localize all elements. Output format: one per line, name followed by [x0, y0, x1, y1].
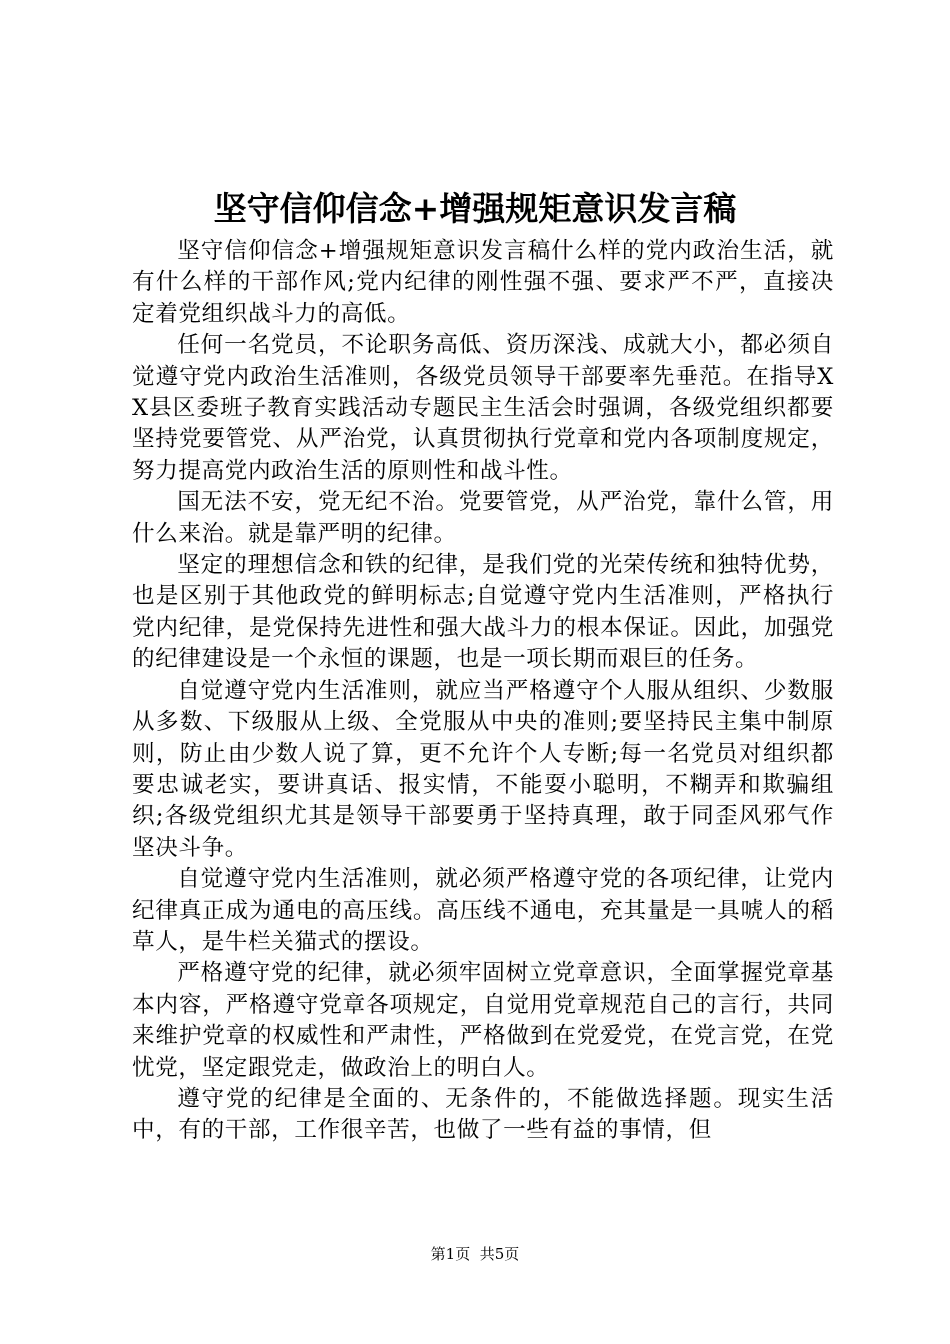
paragraph: 任何一名党员，不论职务高低、资历深浅、成就大小，都必须自觉遵守党内政治生活准则，各级党员领导干部要率先垂范。在指导XX县区委班子教育实践活动专题民主生活会时强调，各级党组织都要坚持党要管党、从严治党，认真贯彻执行党章和党内各项制度规定，努力提高党内政治生活的原则性和战斗性。 — [132, 332, 834, 484]
paragraph: 坚守信仰信念+增强规矩意识发言稿什么样的党内政治生活，就有什么样的干部作风;党内纪律的刚性强不强、要求严不严，直接决定着党组织战斗力的高低。 — [132, 238, 834, 327]
footer-gap — [470, 1245, 480, 1263]
paragraph: 坚定的理想信念和铁的纪律，是我们党的光荣传统和独特优势，也是区别于其他政党的鲜明标志;自觉遵守党内生活准则，严格执行党内纪律，是党保持先进性和强大战斗力的根本保证。因此，加强党的纪律建设是一个永恒的课题，也是一项长期而艰巨的任务。 — [132, 552, 834, 673]
document-title: 坚守信仰信念+增强规矩意识发言稿 — [213, 189, 737, 228]
page-number: 第1页 — [430, 1245, 471, 1263]
page-total: 共5页 — [479, 1245, 520, 1263]
document-body — [132, 236, 834, 1147]
paragraph: 自觉遵守党内生活准则，就必须严格遵守党的各项纪律，让党内纪律真正成为通电的高压线。高压线不通电，充其量是一具唬人的稻草人，是牛栏关猫式的摆设。 — [132, 866, 834, 955]
page-footer — [0, 1244, 950, 1264]
paragraph: 遵守党的纪律是全面的、无条件的，不能做选择题。现实生活中，有的干部，工作很辛苦，也做了一些有益的事情，但 — [132, 1085, 834, 1144]
paragraph: 严格遵守党的纪律，就必须牢固树立党章意识，全面掌握党章基本内容，严格遵守党章各项规定，自觉用党章规范自己的言行，共同来维护党章的权威性和严肃性，严格做到在党爱党，在党言党，在党忧党，坚定跟党走，做政治上的明白人。 — [132, 960, 834, 1081]
paragraph: 自觉遵守党内生活准则，就应当严格遵守个人服从组织、少数服从多数、下级服从上级、全党服从中央的准则;要坚持民主集中制原则，防止由少数人说了算，更不允许个人专断;每一名党员对组织都要忠诚老实，要讲真话、报实情，不能耍小聪明，不糊弄和欺骗组织;各级党组织尤其是领导干部要勇于坚持真理，敢于同歪风邪气作坚决斗争。 — [132, 677, 834, 861]
paragraph: 国无法不安，党无纪不治。党要管党，从严治党，靠什么管，用什么来治。就是靠严明的纪律。 — [132, 489, 834, 547]
